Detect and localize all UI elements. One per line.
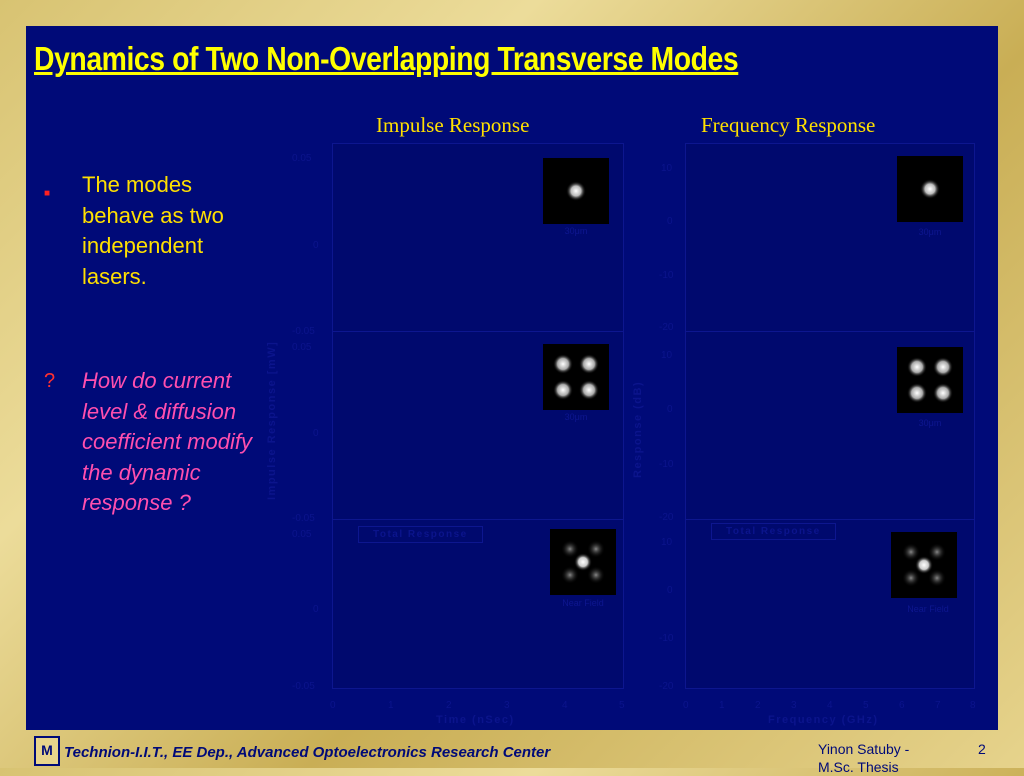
mode-image-higher-order (543, 344, 609, 410)
y-tick: 0 (313, 428, 319, 439)
y-tick: -20 (659, 512, 674, 523)
scale-bar-label: 30μm (918, 227, 942, 237)
mode-image-near-field (891, 532, 957, 598)
x-tick: 1 (388, 700, 394, 711)
impulse-y-axis-label: Impulse Response [mW] (266, 340, 278, 500)
four-lobe-mode-icon (543, 344, 609, 410)
x-tick: 5 (619, 700, 625, 711)
bullet-text: The modes behave as two independent lasers. (82, 172, 224, 289)
x-tick: 0 (683, 700, 689, 711)
gaussian-spot-icon (543, 158, 609, 224)
y-tick: -10 (659, 459, 674, 470)
x-tick: 7 (935, 700, 941, 711)
question-bullet-icon: ? (44, 370, 56, 392)
square-bullet-icon: ■ (44, 188, 51, 199)
technion-logo-icon: M (34, 736, 60, 766)
y-tick: -20 (659, 322, 674, 333)
x-tick: 8 (970, 700, 976, 711)
total-response-label: Total Response (711, 523, 836, 540)
scale-bar-label: 30μm (564, 226, 588, 236)
y-tick: 0 (667, 216, 673, 227)
y-tick: -0.05 (292, 681, 315, 692)
x-tick: 2 (755, 700, 761, 711)
x-tick: 4 (562, 700, 568, 711)
x-tick: 0 (330, 700, 336, 711)
y-tick: 0 (313, 604, 319, 615)
x-tick: 2 (446, 700, 452, 711)
x-tick: 3 (504, 700, 510, 711)
scale-bar-label: 30μm (564, 412, 588, 422)
y-tick: 0.05 (292, 342, 312, 353)
footer-author: Yinon Satuby - M.Sc. Thesis (818, 741, 910, 775)
y-tick: -0.05 (292, 513, 315, 524)
y-tick: -20 (659, 681, 674, 692)
y-tick: 0 (313, 240, 319, 251)
near-field-icon (891, 532, 957, 598)
y-tick: 10 (661, 350, 673, 361)
gaussian-spot-icon (897, 156, 963, 222)
y-tick: -0.05 (292, 326, 315, 337)
scale-bar-label: 30μm (918, 418, 942, 428)
near-field-label: Near Field (562, 598, 604, 608)
impulse-x-axis-label: Time (nSec) (436, 714, 515, 726)
mode-image-higher-order (897, 347, 963, 413)
y-tick: -10 (659, 633, 674, 644)
frequency-response-title: Frequency Response (701, 113, 876, 137)
x-tick: 6 (899, 700, 905, 711)
y-tick: 0.05 (292, 153, 312, 164)
mode-image-near-field (550, 529, 616, 595)
mode-image-fundamental (543, 158, 609, 224)
frequency-y-axis-label: Response (dB) (632, 380, 644, 478)
x-tick: 5 (863, 700, 869, 711)
impulse-response-title: Impulse Response (376, 113, 530, 137)
bullet-item-modes (44, 170, 254, 300)
bullet-text: How do current level & diffusion coefficient modify the dynamic response ? (82, 368, 252, 515)
four-lobe-mode-icon (897, 347, 963, 413)
near-field-label: Near Field (907, 604, 949, 614)
mode-image-fundamental (897, 156, 963, 222)
y-tick: 0 (667, 404, 673, 415)
y-tick: 10 (661, 163, 673, 174)
near-field-icon (550, 529, 616, 595)
footer-institution: Technion-I.I.T., EE Dep., Advanced Optoelectronics Research Center (64, 744, 551, 761)
x-tick: 1 (719, 700, 725, 711)
x-tick: 3 (791, 700, 797, 711)
y-tick: 10 (661, 537, 673, 548)
bullet-item-question (44, 366, 254, 586)
frequency-x-axis-label: Frequency (GHz) (768, 714, 879, 726)
total-response-label: Total Response (358, 526, 483, 543)
y-tick: 0.05 (292, 529, 312, 540)
page-number: 2 (978, 741, 986, 757)
y-tick: -10 (659, 270, 674, 281)
y-tick: 0 (667, 585, 673, 596)
slide-title: Dynamics of Two Non-Overlapping Transverse Modes (34, 40, 739, 77)
x-tick: 4 (827, 700, 833, 711)
